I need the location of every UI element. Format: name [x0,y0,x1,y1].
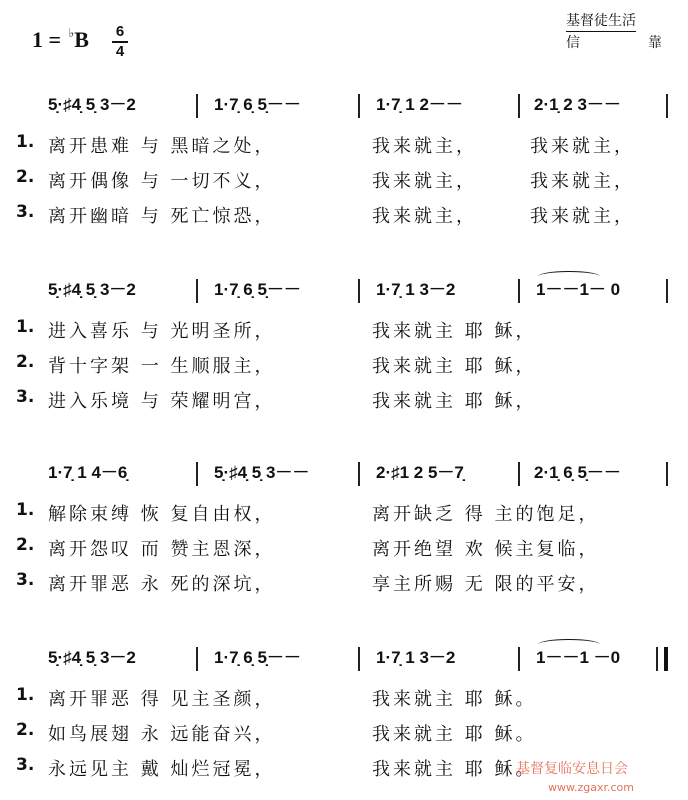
verse-number: 2. [16,352,35,372]
verse-number: 1. [16,685,35,705]
lyric-phrase: 离开罪恶 得 见主圣颜， [48,689,276,710]
verse-number: 3. [16,570,35,590]
measure: 1·7̣ 1 2－－ [376,95,463,114]
barline [358,279,360,303]
lyric-phrase: 我来就主 耶 稣。 [372,724,537,745]
author-char-1: 信 [566,35,580,51]
barline [358,462,360,486]
lyric-phrase: 我来就主， [372,206,477,227]
flat-icon: ♭ [68,26,75,40]
watermark-logo: 基督复临安息日会 [516,761,628,777]
barline [666,94,668,118]
measure: 1·7̣ 6̣ 5̣－－ [214,95,301,114]
lyric-phrase: 我来就主 耶 稣， [372,391,537,412]
lyric-phrase: 享主所赐 无 限的平安， [372,574,600,595]
final-barline [664,647,668,671]
barline [358,647,360,671]
barline [666,462,668,486]
verse-number: 2. [16,720,35,740]
measure: 2·1̣ 6̣ 5̣－－ [534,463,621,482]
verse-number: 1. [16,132,35,152]
key-signature [32,26,89,53]
lyric-phrase: 离开绝望 欢 候主复临， [372,539,600,560]
barline [518,279,520,303]
author-char-2: 靠 [648,35,662,51]
measure: 1－－1－ 0 [536,280,621,299]
measure: 2·1̣ 2 3－－ [534,95,621,114]
lyric-phrase: 离开怨叹 而 赞主恩深， [48,539,276,560]
barline [358,94,360,118]
measure: 5̣·♯4̣ 5̣ 3－2 [48,280,136,299]
measure: 5̣·♯4̣ 5̣ 3－－ [214,463,310,482]
measure: 1·7̣ 6̣ 5̣－－ [214,648,301,667]
barline [518,94,520,118]
lyric-phrase: 我来就主， [530,171,635,192]
lyric-phrase: 背十字架 一 生顺服主， [48,356,276,377]
verse-number: 3. [16,202,35,222]
lyric-phrase: 进入乐境 与 荣耀明宫， [48,391,276,412]
lyric-phrase: 我来就主， [530,206,635,227]
lyric-phrase: 永远见主 戴 灿烂冠冕， [48,759,276,780]
measure: 1·7̣ 1 3－2 [376,280,456,299]
lyric-phrase: 进入喜乐 与 光明圣所， [48,321,276,342]
barline [196,462,198,486]
watermark-url: www.zgaxr.com [548,781,634,794]
lyric-phrase: 我来就主 耶 稣， [372,321,537,342]
barline [196,279,198,303]
lyric-phrase: 解除束缚 恢 复自由权， [48,504,276,525]
lyric-phrase: 离开幽暗 与 死亡惊恐， [48,206,276,227]
lyric-phrase: 我来就主， [372,136,477,157]
measure: 1·7̣ 1 4－6̣ [48,463,128,482]
lyric-phrase: 我来就主， [372,171,477,192]
lyric-phrase: 离开罪恶 永 死的深坑， [48,574,276,595]
measure: 5̣·♯4̣ 5̣ 3－2 [48,648,136,667]
measure: 1·7̣ 1 3－2 [376,648,456,667]
verse-number: 3. [16,387,35,407]
song-source: 基督徒生活 [566,10,636,32]
barline [656,647,658,671]
measure: 2·♯1 2 5－7̣ [376,463,464,482]
time-signature [112,24,128,60]
barline [196,94,198,118]
lyric-phrase: 我来就主， [530,136,635,157]
lyric-phrase: 我来就主 耶 稣， [372,356,537,377]
barline [196,647,198,671]
lyric-phrase: 如鸟展翅 永 远能奋兴， [48,724,276,745]
lyric-phrase: 离开患难 与 黑暗之处， [48,136,276,157]
measure: 1－－1 －0 [536,648,621,667]
time-top: 6 [115,23,125,40]
barline [518,462,520,486]
verse-number: 1. [16,317,35,337]
verse-number: 2. [16,535,35,555]
lyric-phrase: 我来就主 耶 稣。 [372,759,537,780]
lyric-phrase: 我来就主 耶 稣。 [372,689,537,710]
measure: 1·7̣ 6̣ 5̣－－ [214,280,301,299]
verse-number: 2. [16,167,35,187]
verse-number: 3. [16,755,35,775]
barline [518,647,520,671]
lyric-phrase: 离开偶像 与 一切不义， [48,171,276,192]
key-note: B [74,27,89,52]
barline [666,279,668,303]
measure: 5̣·♯4̣ 5̣ 3－2 [48,95,136,114]
time-bottom: 4 [115,43,125,60]
lyric-phrase: 离开缺乏 得 主的饱足， [372,504,600,525]
key-prefix: 1 = [32,27,67,52]
verse-number: 1. [16,500,35,520]
